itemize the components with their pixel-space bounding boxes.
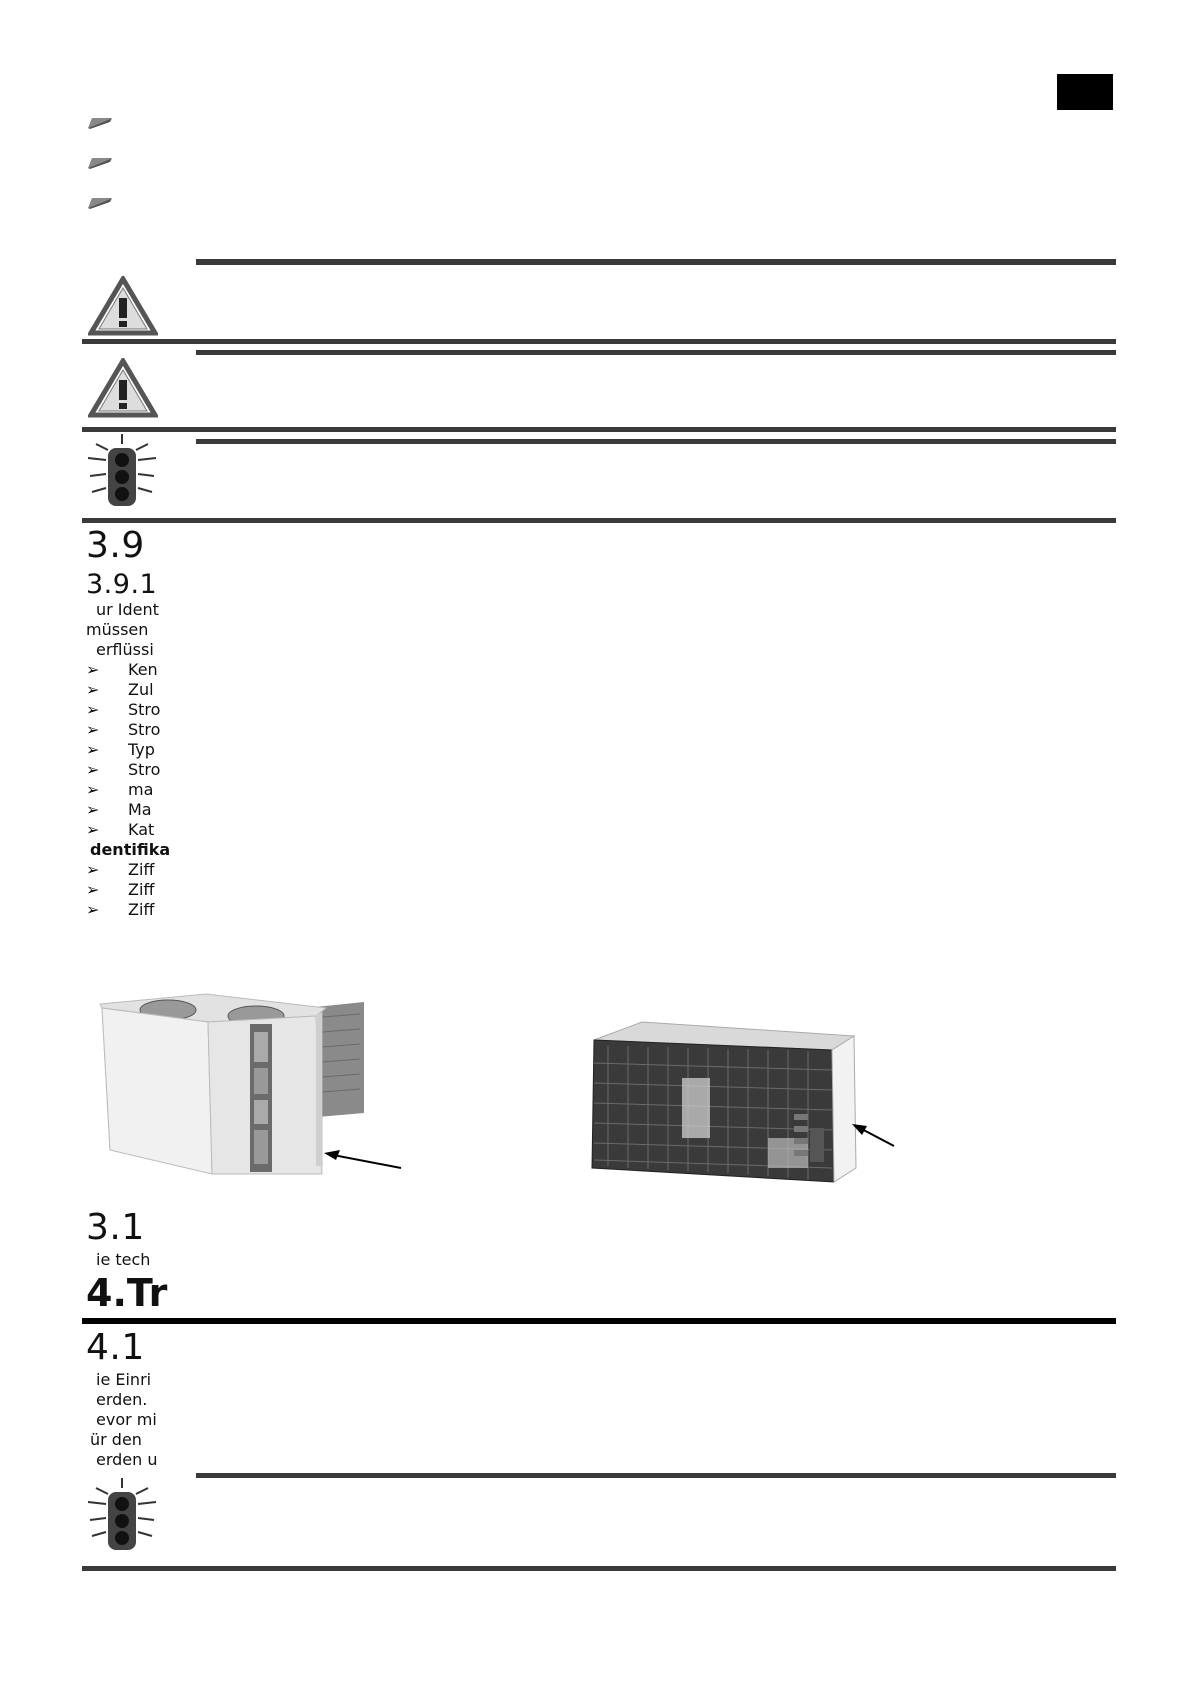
section-heading-3-1: 3.1	[86, 1207, 145, 1248]
list-item: Ma	[128, 800, 152, 819]
list-item: Stro	[128, 720, 161, 739]
divider-line	[196, 1473, 1116, 1478]
warning-triangle-icon	[88, 276, 158, 336]
list-bullet-icon: ➢	[86, 700, 100, 719]
paragraph-line: erden u	[96, 1450, 158, 1469]
list-item: Kat	[128, 820, 155, 839]
traffic-light-icon	[84, 432, 160, 510]
list-item: Ziff	[128, 860, 155, 879]
paragraph-line: ur Ident	[96, 600, 159, 619]
refrigeration-unit-image-front	[96, 988, 406, 1178]
divider-line	[82, 427, 1116, 432]
divider-line	[196, 350, 1116, 355]
bullet-arrow-icon	[86, 194, 114, 210]
list-bullet-icon: ➢	[86, 720, 100, 739]
refrigeration-unit-image-side	[588, 1018, 898, 1188]
list-bullet-icon: ➢	[86, 780, 100, 799]
list-bullet-icon: ➢	[86, 880, 100, 899]
divider-line	[196, 439, 1116, 444]
list-bullet-icon: ➢	[86, 800, 100, 819]
list-bullet-icon: ➢	[86, 860, 100, 879]
list-item: Stro	[128, 760, 161, 779]
paragraph-line: ie tech	[96, 1250, 151, 1269]
paragraph-line: erflüssi	[96, 640, 154, 659]
paragraph-line: müssen	[86, 620, 149, 639]
list-bullet-icon: ➢	[86, 740, 100, 759]
traffic-light-icon	[84, 1476, 160, 1554]
list-item: Ken	[128, 660, 158, 679]
list-item: Typ	[128, 740, 155, 759]
list-item: ma	[128, 780, 154, 799]
list-item: Zul	[128, 680, 154, 699]
divider-line	[82, 339, 1116, 344]
subheading: dentifika	[90, 840, 171, 859]
divider-line	[82, 1318, 1116, 1324]
list-bullet-icon: ➢	[86, 660, 100, 679]
bullet-arrow-icon	[86, 154, 114, 170]
section-heading-3-9: 3.9	[86, 525, 145, 566]
paragraph-line: ie Einri	[96, 1370, 152, 1389]
divider-line	[196, 259, 1116, 265]
list-item: Stro	[128, 700, 161, 719]
divider-line	[82, 518, 1116, 523]
paragraph-line: erden.	[96, 1390, 148, 1409]
paragraph-line: ür den	[90, 1430, 142, 1449]
section-heading-4-1: 4.1	[86, 1327, 145, 1368]
paragraph-line: evor mi	[96, 1410, 157, 1429]
list-bullet-icon: ➢	[86, 900, 100, 919]
page-tab-marker	[1057, 74, 1113, 110]
list-item: Ziff	[128, 880, 155, 899]
bullet-arrow-icon	[86, 114, 114, 130]
divider-line	[82, 1566, 1116, 1571]
chapter-heading-4: 4.Tr	[86, 1271, 168, 1315]
list-bullet-icon: ➢	[86, 820, 100, 839]
list-item: Ziff	[128, 900, 155, 919]
list-bullet-icon: ➢	[86, 760, 100, 779]
list-bullet-icon: ➢	[86, 680, 100, 699]
section-heading-3-9-1: 3.9.1	[86, 569, 158, 600]
warning-triangle-icon	[88, 358, 158, 418]
